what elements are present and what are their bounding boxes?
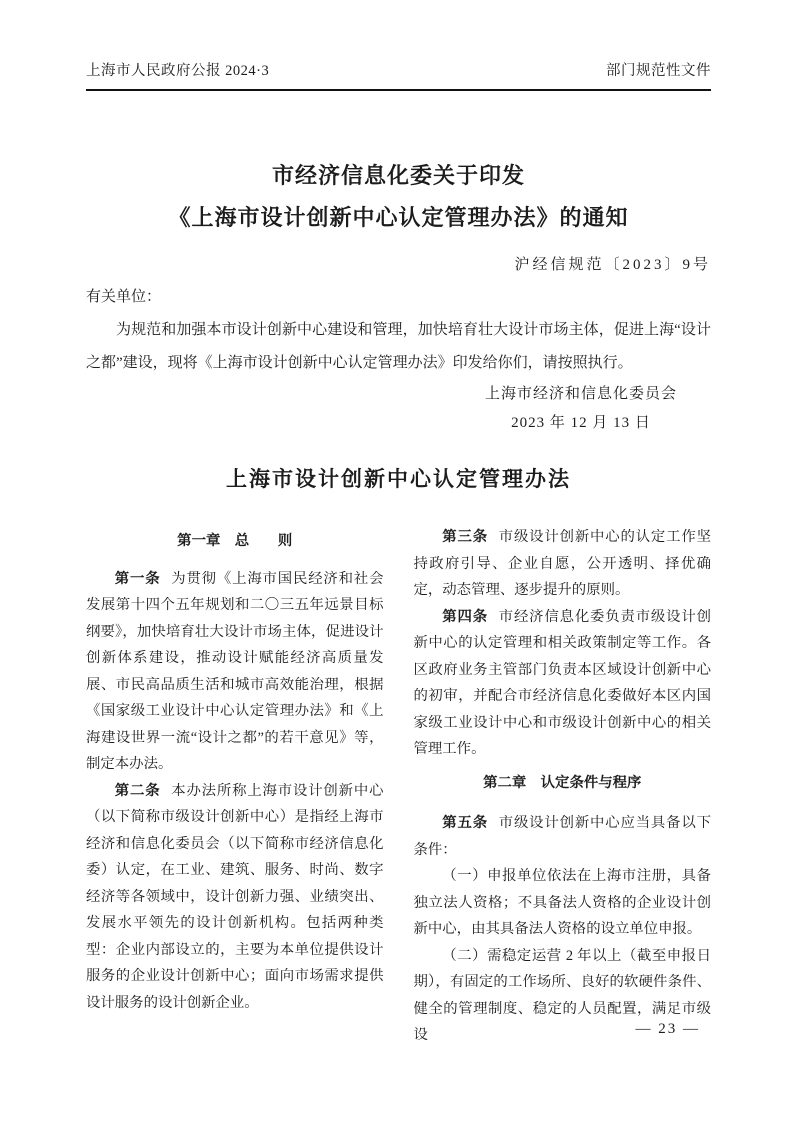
measures-title: 上海市设计创新中心认定管理办法 bbox=[226, 467, 571, 491]
notice-title-line2: 《上海市设计创新中心认定管理办法》的通知 bbox=[168, 205, 629, 230]
article-2-text: 本办法所称上海市设计创新中心（以下简称市级设计创新中心）是指经上海市经济和信息化委员会（以下简称市经济信息化委）认定，在工业、建筑、服务、时尚、数字经济等各领域中，设计创新力强、业绩突出、发展水平领先的设计创新机构。包括两种类型：企业内部设立的，主要为本单位提供设计服务的企业设计创新中心；面向市场需求提供设计服务的设计创新企业。 bbox=[86, 782, 384, 1011]
article-5 bbox=[414, 810, 712, 863]
condition-2: （二）需稳定运营 2 年以上（截至申报日期），有固定的工作场所、良好的软硬件条件、健全的管理制度、稳定的人员配置，满足市级设 bbox=[413, 947, 711, 1043]
doc-number: 沪经信规范〔2023〕9号 bbox=[514, 257, 711, 273]
left-column bbox=[86, 524, 384, 1049]
article-4-label: 第四条 bbox=[442, 608, 488, 625]
article-3-text: 市级设计创新中心的认定工作坚持政府引导、企业自愿，公开透明、择优确定，动态管理、逐步提升的原则。 bbox=[413, 529, 711, 598]
article-2-label: 第二条 bbox=[114, 782, 161, 799]
notice-title bbox=[86, 155, 711, 239]
signature-block bbox=[485, 380, 677, 438]
two-column-body bbox=[86, 524, 711, 1049]
salutation: 有关单位： bbox=[86, 289, 162, 305]
article-3 bbox=[414, 524, 712, 604]
article-5-label: 第五条 bbox=[442, 815, 488, 831]
chapter-2-heading: 第二章 认定条件与程序 bbox=[483, 774, 642, 791]
article-4 bbox=[414, 604, 712, 763]
article-4-text: 市经济信息化委负责市级设计创新中心的认定管理和相关政策制定等工作。各区政府业务主管部门负责本区域设计创新中心的初审，并配合市经济信息化委做好本区内国家级工业设计中心和市级设计创新中心的相关管理工作。 bbox=[413, 608, 711, 757]
running-header bbox=[86, 62, 711, 91]
right-column bbox=[414, 524, 712, 1049]
article-3-label: 第三条 bbox=[442, 529, 488, 545]
gazette-title: 上海市人民政府公报 2024·3 bbox=[86, 63, 270, 79]
article-1 bbox=[86, 566, 384, 778]
condition-1: （一）申报单位依法在上海市注册，具备独立法人资格；不具备法人资格的企业设计创新中心，由其具备法人资格的设立单位申报。 bbox=[413, 868, 711, 937]
article-2 bbox=[86, 778, 384, 1017]
article-1-label: 第一条 bbox=[114, 570, 161, 587]
article-5-text: 市级设计创新中心应当具备以下条件： bbox=[413, 815, 711, 858]
notice-title-line1: 市经济信息化委关于印发 bbox=[271, 163, 525, 188]
signature-date: 2023 年 12 月 13 日 bbox=[511, 415, 651, 431]
signature-org: 上海市经济和信息化委员会 bbox=[484, 386, 677, 402]
article-1-text: 为贯彻《上海市国民经济和社会发展第十四个五年规划和二〇三五年远景目标纲要》，加快培育壮大设计市场主体，促进设计创新体系建设，推动设计赋能经济高质量发展、市民高品质生活和城市高效能治理，根据《国家级工业设计中心认定管理办法》和《上海建设世界一流“设计之都”的若干意见》等，制定本办法。 bbox=[86, 570, 384, 772]
chapter-1-heading: 第一章 总 则 bbox=[177, 533, 293, 549]
notice-section bbox=[86, 155, 711, 438]
document-category: 部门规范性文件 bbox=[606, 63, 711, 79]
page-number: — 23 — bbox=[635, 1021, 700, 1037]
notice-body: 为规范和加强本市设计创新中心建设和管理，加快培育壮大设计市场主体，促进上海“设计之都”建设，现将《上海市设计创新中心认定管理办法》印发给你们，请按照执行。 bbox=[86, 322, 711, 371]
